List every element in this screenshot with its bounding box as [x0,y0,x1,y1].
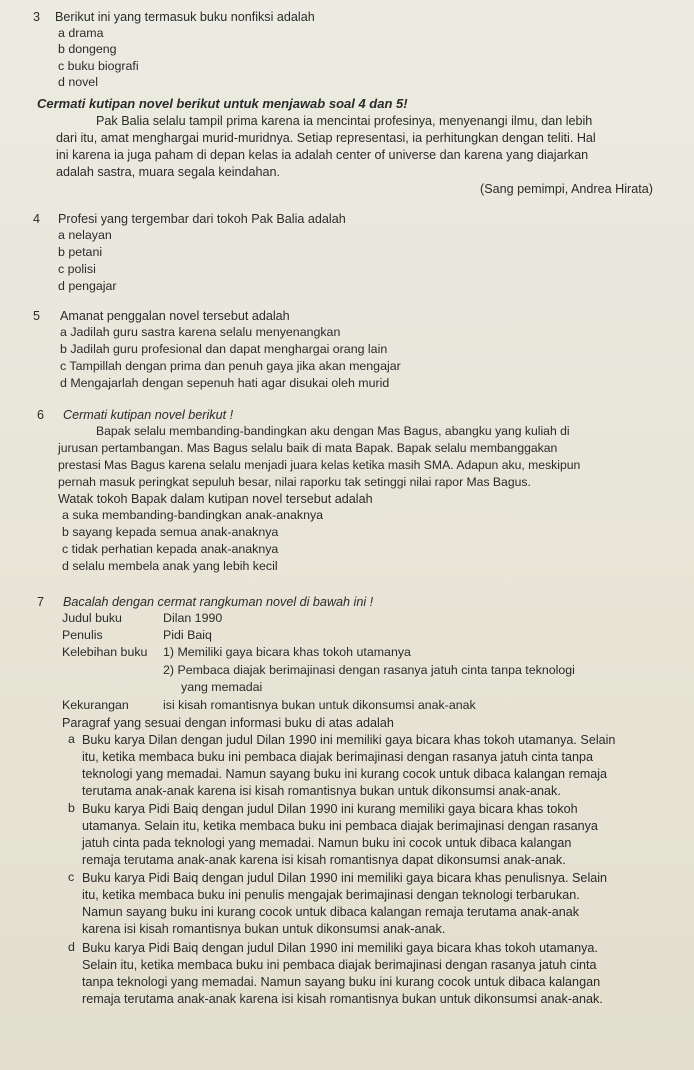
option-line: Namun sayang buku ini kurang cocok untuk dibaca kalangan remaja terutama anak-anak [82,905,580,919]
option-line: utamanya. Selain itu, ketika membaca buku ini pembaca diajak berimajinasi dengan rasanya [82,819,598,833]
question-number: 3 [33,10,41,24]
option-c: c tidak perhatian kepada anak-anaknya [62,542,279,556]
excerpt-line: pernah masuk peringkat sepuluh besar, nilai raporku tak setinggi nilai rapor Mas Bagus. [58,475,531,489]
question-stem: Amanat penggalan novel tersebut adalah [60,309,290,323]
passage-source: (Sang pemimpi, Andrea Hirata) [480,182,653,196]
option-d: d selalu membela anak yang lebih kecil [62,559,278,573]
question-text: Watak tokoh Bapak dalam kutipan novel tersebut adalah [58,492,373,506]
option-line: remaja terutama anak-anak karena isi kisah romantisnya bukan untuk dikonsumsi anak-anak. [82,992,603,1006]
question-stem: Profesi yang tergembar dari tokoh Pak Balia adalah [58,212,346,226]
option-line: Buku karya Pidi Baiq dengan judul Dilan 1990 ini kurang memiliki gaya bicara khas tokoh [82,802,578,816]
option-a: a suka membanding-bandingkan anak-anaknya [62,508,324,522]
option-line: jatuh cinta pada teknologi yang memadai. Namun buku ini cocok untuk dibaca kalangan [82,836,572,850]
option-line: Buku karya Pidi Baiq dengan judul Dilan 1990 ini memiliki gaya bicara khas tokoh utamanya. [82,941,598,955]
table-label: Penulis [62,628,103,642]
question-stem: Cermati kutipan novel berikut ! [63,408,234,422]
table-value: 2) Pembaca diajak berimajinasi dengan rasanya jatuh cinta tanpa teknologi [163,663,575,677]
option-b: b Jadilah guru profesional dan dapat menghargai orang lain [60,342,388,356]
option-c: c Tampillah dengan prima dan penuh gaya jika akan mengajar [60,359,401,373]
question-stem: Bacalah dengan cermat rangkuman novel di bawah ini ! [63,595,374,609]
option-line: terutama anak-anak karena isi kisah romantisnya bukan untuk dikonsumsi anak-anak. [82,784,561,798]
question-number: 5 [33,309,41,323]
passage-line: ini karena ia juga paham di depan kelas ia adalah center of universe dan karena yang diajarkan [56,148,589,162]
option-letter: a [68,732,75,746]
table-label: Kekurangan [62,698,129,712]
table-value: Dilan 1990 [163,611,223,625]
option-a: a Jadilah guru sastra karena selalu menyenangkan [60,325,341,339]
option-line: itu, ketika membaca buku ini penulis mengajak berimajinasi dengan teknologi terbarukan. [82,888,580,902]
question-stem: Berikut ini yang termasuk buku nonfiksi adalah [55,10,315,24]
table-value: Pidi Baiq [163,628,212,642]
passage-heading: Cermati kutipan novel berikut untuk menjawab soal 4 dan 5! [37,96,408,111]
option-line: karena isi kisah romantisnya bukan untuk dikonsumsi anak-anak. [82,922,446,936]
excerpt-line: jurusan pertambangan. Mas Bagus selalu baik di mata Bapak. Bapak selalu membanggakan [58,441,558,455]
option-line: remaja terutama anak-anak karena isi kisah romantisnya dapat dikonsumsi anak-anak. [82,853,566,867]
question-number: 6 [37,408,45,422]
option-b: b dongeng [58,42,117,56]
table-label: Judul buku [62,611,122,625]
option-c: c polisi [58,262,96,276]
question-text: Paragraf yang sesuai dengan informasi buku di atas adalah [62,716,394,730]
option-a: a nelayan [58,228,112,242]
option-line: itu, ketika membaca buku ini pembaca diajak berimajinasi dengan rasanya jatuh cinta tanpa [82,750,594,764]
excerpt-line: prestasi Mas Bagus karena selalu menjadi juara kelas ketika masih SMA. Adapun aku, meskipun [58,458,581,472]
table-value: yang memadai [181,680,263,694]
option-d: d Mengajarlah dengan sepenuh hati agar disukai oleh murid [60,376,390,390]
option-c: c buku biografi [58,59,139,73]
option-a: a drama [58,26,104,40]
question-number: 4 [33,212,41,226]
option-b: b petani [58,245,103,259]
option-line: teknologi yang memadai. Namun sayang buku ini kurang cocok untuk dibaca kalangan remaja [82,767,608,781]
option-d: d pengajar [58,279,117,293]
passage-line: dari itu, amat menghargai murid-muridnya. Setiap representasi, ia perhitungkan dengan teliti. Hal [56,131,596,145]
question-number: 7 [37,595,45,609]
option-letter: b [68,801,75,815]
option-b: b sayang kepada semua anak-anaknya [62,525,279,539]
option-letter: c [68,870,75,884]
table-label: Kelebihan buku [62,645,148,659]
passage-line: adalah sastra, muara segala keindahan. [56,165,281,179]
option-line: Buku karya Pidi Baiq dengan judul Dilan 1990 ini memiliki gaya bicara khas penulisnya. Selain [82,871,608,885]
option-line: Buku karya Dilan dengan judul Dilan 1990 ini memiliki gaya bicara khas tokoh utamanya. Selain [82,733,616,747]
excerpt-line: Bapak selalu membanding-bandingkan aku dengan Mas Bagus, abangku yang kuliah di [96,424,570,438]
option-letter: d [68,940,75,954]
option-line: tanpa teknologi yang memadai. Namun sayang buku ini kurang cocok untuk dibaca kalangan [82,975,601,989]
table-value: isi kisah romantisnya bukan untuk dikonsumsi anak-anak [163,698,476,712]
option-d: d novel [58,75,98,89]
passage-line: Pak Balia selalu tampil prima karena ia mencintai profesinya, menyenangi ilmu, dan lebih [96,114,593,128]
option-line: Selain itu, ketika membaca buku ini pembaca diajak berimajinasi dengan rasanya jatuh cinta [82,958,597,972]
table-value: 1) Memiliki gaya bicara khas tokoh utamanya [163,645,411,659]
